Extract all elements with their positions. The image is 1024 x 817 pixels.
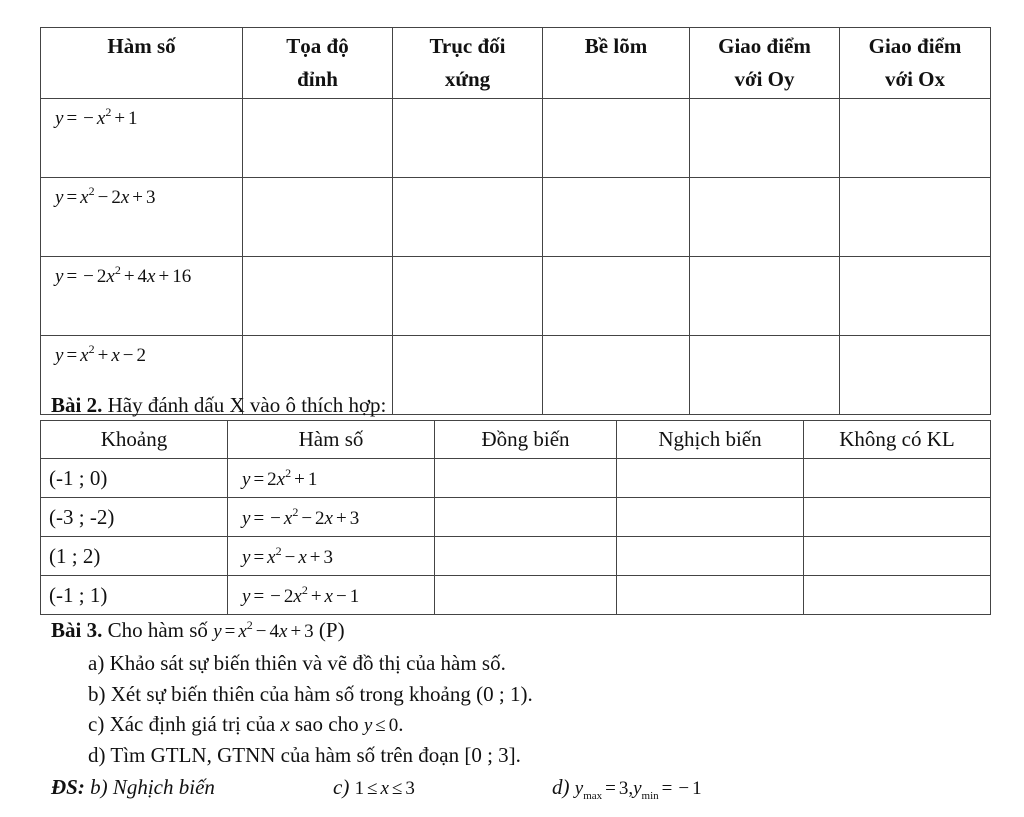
vertex-table-answer-cell[interactable] bbox=[543, 178, 690, 257]
monotonicity-table-header-4: Không có KL bbox=[804, 421, 991, 459]
answer-c bbox=[333, 775, 415, 800]
vertex-table-function-cell: y = − $x^2 + 1$ bbox=[41, 99, 243, 178]
table-row bbox=[41, 576, 991, 615]
monotonicity-checkbox-cell[interactable] bbox=[617, 537, 804, 576]
bai3-item-c-var: x bbox=[280, 712, 290, 736]
monotonicity-checkbox-cell[interactable] bbox=[617, 576, 804, 615]
vertex-table-function-cell: y = − $2x^2 + 4x + 16$ bbox=[41, 257, 243, 336]
vertex-table-header-row bbox=[41, 28, 991, 99]
bai3-item-c-mid: sao cho bbox=[289, 712, 364, 736]
vertex-table-answer-cell[interactable] bbox=[243, 99, 393, 178]
vertex-table-answer-cell[interactable] bbox=[543, 99, 690, 178]
vertex-table-header-1: Tọa độ đỉnh bbox=[243, 28, 393, 99]
vertex-table-answer-cell[interactable] bbox=[840, 336, 991, 415]
monotonicity-checkbox-cell[interactable] bbox=[804, 576, 991, 615]
monotonicity-interval-cell: (1 ; 2) bbox=[41, 537, 228, 576]
vertex-table-answer-cell[interactable] bbox=[393, 336, 543, 415]
bai3-item-c-text: c) Xác định giá trị của bbox=[88, 712, 281, 736]
monotonicity-checkbox-cell[interactable] bbox=[435, 459, 617, 498]
table-row bbox=[41, 537, 991, 576]
answer-c-label: c) bbox=[333, 775, 350, 799]
vertex-table-answer-cell[interactable] bbox=[393, 178, 543, 257]
monotonicity-table-header-3: Nghịch biến bbox=[617, 421, 804, 459]
monotonicity-checkbox-cell[interactable] bbox=[617, 459, 804, 498]
answer-line bbox=[51, 775, 215, 800]
monotonicity-checkbox-cell[interactable] bbox=[435, 537, 617, 576]
monotonicity-checkbox-cell[interactable] bbox=[804, 459, 991, 498]
answer-d-label: d) bbox=[552, 775, 570, 799]
vertex-table-header-0: Hàm số bbox=[41, 28, 243, 99]
bai3-label: Bài 3. bbox=[51, 618, 103, 642]
monotonicity-checkbox-cell[interactable] bbox=[617, 498, 804, 537]
table-row bbox=[41, 257, 991, 336]
monotonicity-interval-cell: (-3 ; -2) bbox=[41, 498, 228, 537]
vertex-table-answer-cell[interactable] bbox=[840, 99, 991, 178]
bai3-heading bbox=[51, 618, 345, 643]
monotonicity-checkbox-cell[interactable] bbox=[804, 498, 991, 537]
monotonicity-table-header-0: Khoảng bbox=[41, 421, 228, 459]
bai3-item-c bbox=[88, 712, 403, 737]
bai3-item-c-condition: y ≤ 0 bbox=[363, 715, 399, 736]
answer-d-math: $y_{max} = 3,y_{min}$ = − 1 bbox=[574, 778, 702, 802]
vertex-table-function-cell: $y = x^2 + x - 2$ bbox=[41, 336, 243, 415]
bai3-suffix: (P) bbox=[313, 618, 345, 642]
vertex-table-answer-cell[interactable] bbox=[393, 99, 543, 178]
monotonicity-function-cell: y = − $2x^2 + x - 1$ bbox=[228, 576, 435, 615]
monotonicity-table bbox=[40, 420, 991, 615]
bai2-label: Bài 2. bbox=[51, 393, 103, 417]
vertex-table-answer-cell[interactable] bbox=[543, 336, 690, 415]
vertex-table-answer-cell[interactable] bbox=[243, 257, 393, 336]
bai2-text: Hãy đánh dấu X vào ô thích hợp: bbox=[102, 393, 387, 417]
monotonicity-table-header-row bbox=[41, 421, 991, 459]
vertex-table bbox=[40, 27, 991, 415]
vertex-table-answer-cell[interactable] bbox=[393, 257, 543, 336]
vertex-table-answer-cell[interactable] bbox=[543, 257, 690, 336]
answer-c-math: 1 ≤ x ≤ 3 bbox=[354, 778, 415, 799]
bai3-item-c-end: . bbox=[398, 712, 404, 736]
monotonicity-checkbox-cell[interactable] bbox=[435, 576, 617, 615]
vertex-table-answer-cell[interactable] bbox=[840, 257, 991, 336]
bai2-heading bbox=[51, 393, 386, 418]
monotonicity-function-cell: $y = x^2 - x + 3$ bbox=[228, 537, 435, 576]
bai3-item-d: d) Tìm GTLN, GTNN của hàm số trên đoạn [0 ; 3]. bbox=[88, 743, 521, 767]
table-row bbox=[41, 99, 991, 178]
monotonicity-table-header-1: Hàm số bbox=[228, 421, 435, 459]
bai3-item-b: b) Xét sự biến thiên của hàm số trong khoảng (0 ; 1). bbox=[88, 682, 533, 706]
vertex-table-answer-cell[interactable] bbox=[690, 99, 840, 178]
monotonicity-interval-cell: (-1 ; 1) bbox=[41, 576, 228, 615]
answer-label: ĐS: bbox=[51, 775, 85, 799]
vertex-table-header-4: Giao điểm với Oy bbox=[690, 28, 840, 99]
vertex-table-answer-cell[interactable] bbox=[243, 178, 393, 257]
table-row bbox=[41, 178, 991, 257]
vertex-table-header-5: Giao điểm với Ox bbox=[840, 28, 991, 99]
vertex-table-header-3: Bề lõm bbox=[543, 28, 690, 99]
vertex-table-answer-cell[interactable] bbox=[690, 178, 840, 257]
vertex-table-answer-cell[interactable] bbox=[690, 336, 840, 415]
table-row bbox=[41, 459, 991, 498]
vertex-table-header-2: Trục đối xứng bbox=[393, 28, 543, 99]
monotonicity-checkbox-cell[interactable] bbox=[804, 537, 991, 576]
answer-d bbox=[552, 775, 702, 800]
monotonicity-function-cell: $y = 2x^2 + 1$ bbox=[228, 459, 435, 498]
monotonicity-table-header-2: Đồng biến bbox=[435, 421, 617, 459]
vertex-table-answer-cell[interactable] bbox=[690, 257, 840, 336]
bai3-intro: Cho hàm số bbox=[102, 618, 214, 642]
table-row bbox=[41, 498, 991, 537]
vertex-table-function-cell: $y = x^2 - 2x + 3$ bbox=[41, 178, 243, 257]
answer-b: b) Nghịch biến bbox=[84, 775, 215, 799]
bai3-function: $y = x^2 - 4x + 3$ bbox=[213, 618, 314, 642]
monotonicity-interval-cell: (-1 ; 0) bbox=[41, 459, 228, 498]
monotonicity-function-cell: y = − $x^2 - 2x + 3$ bbox=[228, 498, 435, 537]
vertex-table-answer-cell[interactable] bbox=[840, 178, 991, 257]
bai3-item-a: a) Khảo sát sự biến thiên và vẽ đồ thị của hàm số. bbox=[88, 651, 506, 675]
monotonicity-checkbox-cell[interactable] bbox=[435, 498, 617, 537]
